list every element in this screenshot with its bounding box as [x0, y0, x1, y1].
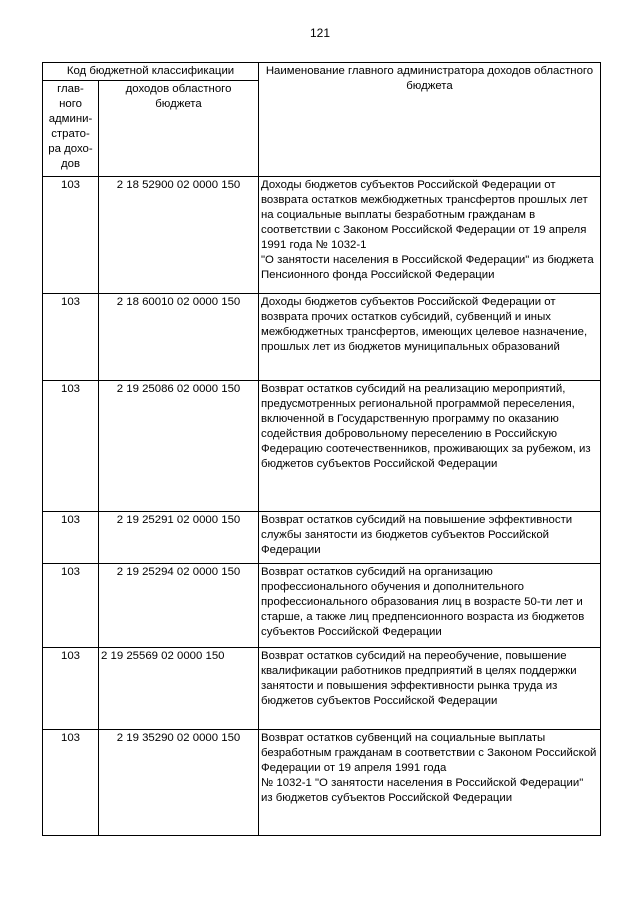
income-code-cell: 2 19 25086 02 0000 150 — [99, 381, 259, 512]
admin-code-cell: 103 — [43, 512, 99, 564]
administrator-name-cell: Возврат остатков субсидий на реализацию мероприятий, предусмотренных региональной программой переселения, включенной в Государственную программу по оказанию содействия добровольному переселению в Российскую Федерацию соотечественников, проживающих за рубежом, из бюджетов субъектов Российской Федерации — [259, 381, 601, 512]
income-code-cell: 2 18 52900 02 0000 150 — [99, 177, 259, 294]
header-admin-code — [43, 81, 99, 177]
table-row — [43, 564, 601, 648]
administrator-name-cell: Доходы бюджетов субъектов Российской Федерации от возврата остатков межбюджетных трансфертов прошлых лет на социальные выплаты безработным гражданам в соответствии с Законом Российской Федерации от 19 апреля 1991 года № 1032-1 "О занятости населения в Российской Федерации" из бюджета Пенсионного фонда Российской Федерации — [259, 177, 601, 294]
header-income-code: доходов областного бюджета — [99, 81, 259, 177]
table-row — [43, 381, 601, 512]
income-code-cell: 2 19 25569 02 0000 150 — [99, 648, 259, 730]
header-row-group — [43, 63, 601, 81]
income-code-cell: 2 19 25294 02 0000 150 — [99, 564, 259, 648]
admin-code-cell: 103 — [43, 177, 99, 294]
header-budget-classification-code: Код бюджетной классификации — [43, 63, 259, 81]
admin-code-cell: 103 — [43, 564, 99, 648]
budget-classification-table — [42, 62, 601, 836]
header-admin-code-text: глав- ного админи- страто- ра дохо- дов — [48, 83, 93, 170]
income-code-cell: 2 19 35290 02 0000 150 — [99, 730, 259, 836]
admin-code-cell: 103 — [43, 648, 99, 730]
header-administrator-name: Наименование главного администратора доходов областного бюджета — [259, 63, 601, 177]
admin-code-cell: 103 — [43, 381, 99, 512]
administrator-name-cell: Возврат остатков субсидий на повышение эффективности службы занятости из бюджетов субъектов Российской Федерации — [259, 512, 601, 564]
income-code-cell: 2 18 60010 02 0000 150 — [99, 294, 259, 381]
page-number: 121 — [309, 26, 331, 40]
admin-code-cell: 103 — [43, 730, 99, 836]
table-row — [43, 512, 601, 564]
income-code-cell: 2 19 25291 02 0000 150 — [99, 512, 259, 564]
administrator-name-cell: Возврат остатков субвенций на социальные выплаты безработным гражданам в соответствии с Законом Российской Федерации от 19 апреля 1991 года № 1032-1 "О занятости населения в Российской Федерации" из бюджетов субъектов Российской Федерации — [259, 730, 601, 836]
administrator-name-cell: Доходы бюджетов субъектов Российской Федерации от возврата прочих остатков субсидий, субвенций и иных межбюджетных трансфертов, имеющих целевое назначение, прошлых лет из бюджетов муниципальных образований — [259, 294, 601, 381]
table-row — [43, 730, 601, 836]
administrator-name-cell: Возврат остатков субсидий на организацию профессионального обучения и дополнительного профессионального образования лиц в возрасте 50-ти лет и старше, а также лиц предпенсионного возраста из бюджетов субъектов Российской Федерации — [259, 564, 601, 648]
admin-code-cell: 103 — [43, 294, 99, 381]
administrator-name-cell: Возврат остатков субсидий на переобучение, повышение квалификации работников предприятий в целях поддержки занятости и повышения эффективности рынка труда из бюджетов субъектов Российской Федерации — [259, 648, 601, 730]
table-row — [43, 648, 601, 730]
table-row — [43, 177, 601, 294]
table-row — [43, 294, 601, 381]
